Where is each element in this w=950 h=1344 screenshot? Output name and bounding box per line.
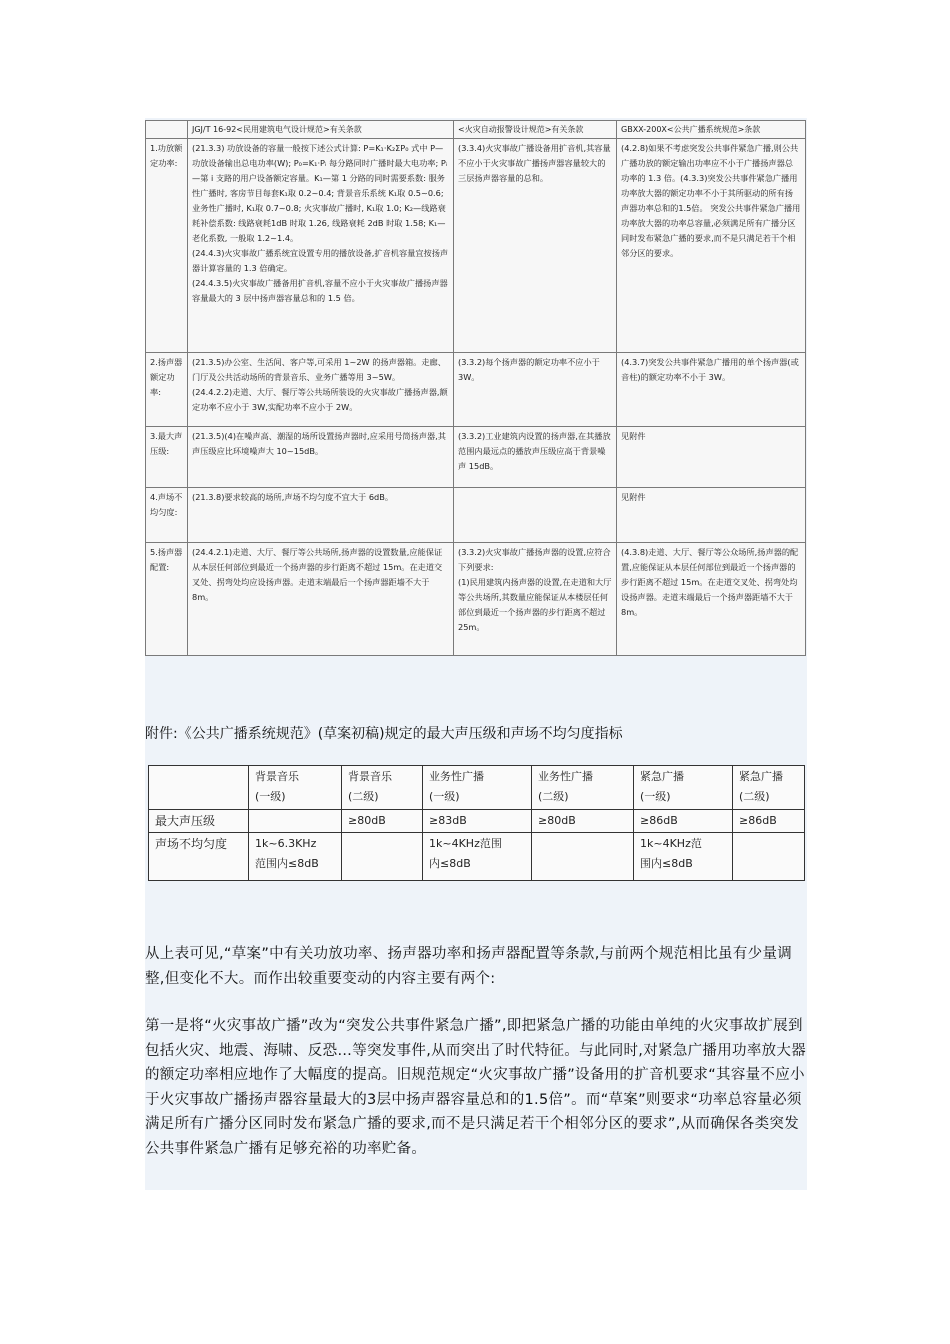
row-label: 声场不均匀度 bbox=[149, 833, 249, 881]
table-header-row bbox=[146, 121, 806, 139]
table-cell: (21.3.8)要求较高的场所,声场不均匀度不宜大于 6dB。 bbox=[188, 488, 454, 543]
table-cell: (21.3.5)办公室、生活间、客户等,可采用 1~2W 的扬声器箱。走廊、门厅及公共活动场所的背景音乐、业务广播等用 3~5W。 (24.4.2.2)走道、大厅、餐厅等公共场所装设的火灾事故广播扬声器,额定功率不应小于 3W,实配功率不应小于 2W。 bbox=[188, 353, 454, 427]
appendix-table-image bbox=[148, 765, 804, 881]
table-row bbox=[146, 488, 806, 543]
appendix-caption: 附件:《公共广播系统规范》(草案初稿)规定的最大声压级和声场不均匀度指标 bbox=[145, 726, 623, 742]
table-cell: (3.3.4)火灾事故广播设备用扩音机,其容量不应小于火灾事故广播扬声器容量较大的三层扬声器容量的总和。 bbox=[454, 139, 617, 353]
table-cell: (4.3.8)走道、大厅、餐厅等公众场所,扬声器的配置,应能保证从本层任何部位到最近一个扬声器的步行距离不超过 15m。在走道交叉处、拐弯处均设扬声器。走道末端最后一个扬声器距墙不大于 8m。 bbox=[617, 543, 806, 656]
header-cell: GBXX-200X<公共广播系统规范>条款 bbox=[617, 121, 806, 139]
header-cell bbox=[146, 121, 188, 139]
table-cell: 1k~6.3KHz 范围内≤8dB bbox=[249, 833, 342, 881]
table-cell: (24.4.2.1)走道、大厅、餐厅等公共场所,扬声器的设置数量,应能保证从本层任何部位到最近一个扬声器的步行距离不超过 15m。在走道交叉处、拐弯处均应设扬声器。走道末端最后一个扬声器距墙不大于 8m。 bbox=[188, 543, 454, 656]
table-cell: (21.3.5)(4)在噪声高、潮湿的场所设置扬声器时,应采用号筒扬声器,其声压级应比环境噪声大 10~15dB。 bbox=[188, 427, 454, 488]
table-row bbox=[146, 139, 806, 353]
table-row bbox=[146, 353, 806, 427]
table-row bbox=[149, 810, 805, 833]
header-cell: <火灾自动报警设计规范>有关条款 bbox=[454, 121, 617, 139]
table-cell bbox=[454, 488, 617, 543]
body-paragraph: 第一是将“火灾事故广播”改为“突发公共事件紧急广播”,即把紧急广播的功能由单纯的火灾事故扩展到包括火灾、地震、海啸、反恐…等突发事件,从而突出了时代特征。与此同时,对紧急广播用功率放大器的额定功率相应地作了大幅度的提高。旧规范规定“火灾事故广播”设备用的扩音机要求“其容量不应小于火灾事故广播扬声器容量最大的3层中扬声器容量总和的1.5倍”。而“草案”则要求“功率总容量必须满足所有广播分区同时发布紧急广播的要求,而不是只满足若干个相邻分区的要求”,从而确保各类突发公共事件紧急广播有足够充裕的功率贮备。 bbox=[145, 1018, 807, 1157]
table-cell: ≥80dB bbox=[532, 810, 634, 833]
body-paragraph: 从上表可见,“草案”中有关功放功率、扬声器功率和扬声器配置等条款,与前两个规范相比虽有少量调整,但变化不大。而作出较重要变动的内容主要有两个: bbox=[145, 946, 793, 987]
header-cell: 背景音乐 (一级) bbox=[249, 766, 342, 810]
table-cell: 1k~4KHz范围 内≤8dB bbox=[423, 833, 532, 881]
table-cell: (3.3.2)工业建筑内设置的扬声器,在其播放范围内最远点的播放声压级应高于背景噪声 15dB。 bbox=[454, 427, 617, 488]
header-cell bbox=[149, 766, 249, 810]
table-cell: (4.3.7)突发公共事件紧急广播用的单个扬声器(或音柱)的额定功率不小于 3W。 bbox=[617, 353, 806, 427]
row-label: 5.扬声器配置: bbox=[146, 543, 188, 656]
table-cell: ≥86dB bbox=[733, 810, 805, 833]
table-cell: (3.3.2)火灾事故广播扬声器的设置,应符合下列要求: (1)民用建筑内扬声器的设置,在走道和大厅等公共场所,其数量应能保证从本楼层任何部位到最近一个扬声器的步行距离不超过 25m。 bbox=[454, 543, 617, 656]
table-header-row bbox=[149, 766, 805, 810]
table-cell: 1k~4KHz范 围内≤8dB bbox=[634, 833, 733, 881]
table-cell bbox=[342, 833, 423, 881]
table-row bbox=[146, 543, 806, 656]
row-label: 1.功放额定功率: bbox=[146, 139, 188, 353]
table-cell bbox=[249, 810, 342, 833]
table-cell: 见附件 bbox=[617, 488, 806, 543]
header-cell: 紧急广播 (二级) bbox=[733, 766, 805, 810]
table-cell: ≥86dB bbox=[634, 810, 733, 833]
header-cell: JGJ/T 16-92<民用建筑电气设计规范>有关条款 bbox=[188, 121, 454, 139]
row-label: 最大声压级 bbox=[149, 810, 249, 833]
row-label: 4.声场不均匀度: bbox=[146, 488, 188, 543]
table-cell: (21.3.3) 功放设备的容量一般按下述公式计算: P=K₁·K₂ΣP₀ 式中 P—功放设备输出总电功率(W); P₀=K₁·Pᵢ 每分路同时广播时最大电功率; Pᵢ—第 i 支路的用户设备额定容量。K₁—第 1 分路的同时需要系数: 服务性广播时, 客房节目每套K₁取 0.2~0.4; 背景音乐系统 K₁取 0.5~0.6; 业务性广播时, K₁取 0.7~0.8; 火灾事故广播时, K₁取 1.0; K₂—线路衰耗补偿系数: 线路衰耗1dB 时取 1.26, 线路衰耗 2dB 时取 1.58; K₁—老化系数, 一般取 1.2~1.4。 (24.4.3)火灾事故广播系统宜设置专用的播放设备,扩音机容量宜按扬声器计算容量的 1.3 倍确定。 (24.4.3.5)火灾事故广播备用扩音机,容量不应小于火灾事故广播扬声器容量最大的 3 层中扬声器容量总和的 1.5 倍。 bbox=[188, 139, 454, 353]
table-cell: ≥83dB bbox=[423, 810, 532, 833]
header-cell: 紧急广播 (一级) bbox=[634, 766, 733, 810]
table-cell: (3.3.2)每个扬声器的额定功率不应小于 3W。 bbox=[454, 353, 617, 427]
table-cell: ≥80dB bbox=[342, 810, 423, 833]
header-cell: 背景音乐 (二级) bbox=[342, 766, 423, 810]
header-cell: 业务性广播 (二级) bbox=[532, 766, 634, 810]
regulation-comparison-table-image bbox=[145, 120, 805, 656]
regulation-comparison-table bbox=[145, 120, 806, 656]
table-cell bbox=[532, 833, 634, 881]
table-cell bbox=[733, 833, 805, 881]
row-label: 2.扬声器额定功率: bbox=[146, 353, 188, 427]
table-row bbox=[146, 427, 806, 488]
table-cell: (4.2.8)如果不考虑突发公共事件紧急广播,则公共广播功放的额定输出功率应不小于广播扬声器总功率的 1.3 倍。(4.3.3)突发公共事件紧急广播用功率放大器的额定功率不小于其所驱动的所有扬声器功率总和的1.5倍。 突发公共事件紧急广播用功率放大器的功率总容量,必须满足所有广播分区同时发布紧急广播的要求,而不是只满足若干个相邻分区的要求。 bbox=[617, 139, 806, 353]
row-label: 3.最大声压级: bbox=[146, 427, 188, 488]
appendix-table bbox=[148, 765, 805, 881]
table-cell: 见附件 bbox=[617, 427, 806, 488]
header-cell: 业务性广播 (一级) bbox=[423, 766, 532, 810]
table-row bbox=[149, 833, 805, 881]
